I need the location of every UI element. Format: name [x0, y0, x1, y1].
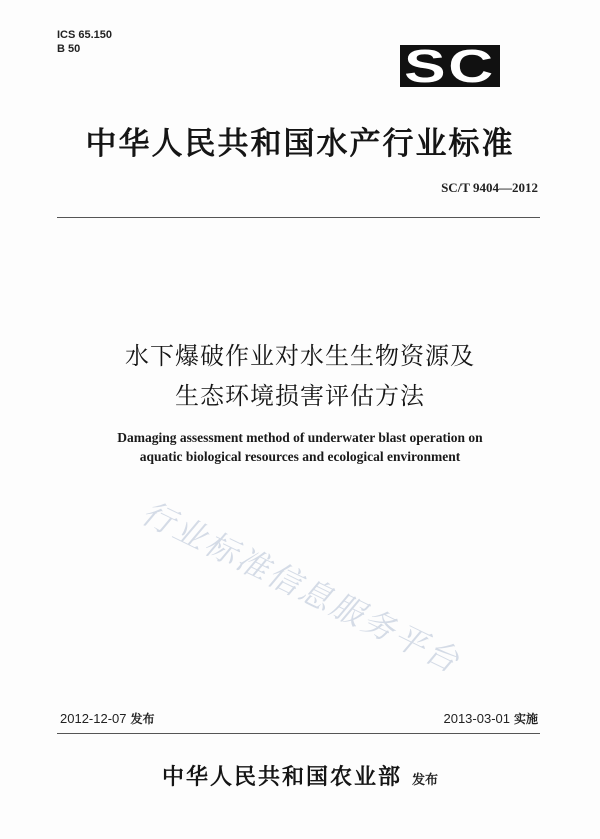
sc-logo: [400, 40, 500, 92]
english-title: [0, 428, 600, 466]
sc-logo-text: SC: [404, 40, 496, 92]
standard-code: SC/T 9404—2012: [441, 180, 538, 195]
publisher-block: [0, 760, 600, 791]
chinese-title: [0, 336, 600, 416]
chinese-title-line-1: 水下爆破作业对水生生物资源及: [125, 342, 475, 370]
bottom-divider: [57, 733, 540, 734]
english-title-line-2: aquatic biological resources and ecological environment: [139, 449, 461, 464]
standard-series-title: 中华人民共和国水产行业标准: [85, 126, 515, 162]
classification-codes: [57, 28, 112, 56]
ccs-code: B 50: [57, 43, 81, 55]
top-divider: [57, 217, 540, 218]
issue-label: 发布: [130, 712, 155, 726]
watermark: 行业标准信息服务平台: [135, 493, 467, 681]
implement-label: 实施: [513, 712, 538, 726]
issue-date: 2012-12-07: [60, 711, 127, 726]
issue-date-block: [60, 710, 155, 727]
english-title-line-1: Damaging assessment method of underwater blast operation on: [117, 430, 483, 445]
ics-code: ICS 65.150: [57, 29, 113, 41]
publisher-name: 中华人民共和国农业部: [161, 765, 402, 790]
publisher-label: 发布: [412, 773, 439, 788]
chinese-title-line-2: 生态环境损害评估方法: [175, 382, 425, 410]
implement-date: 2013-03-01: [443, 711, 510, 726]
implement-date-block: [443, 710, 538, 727]
